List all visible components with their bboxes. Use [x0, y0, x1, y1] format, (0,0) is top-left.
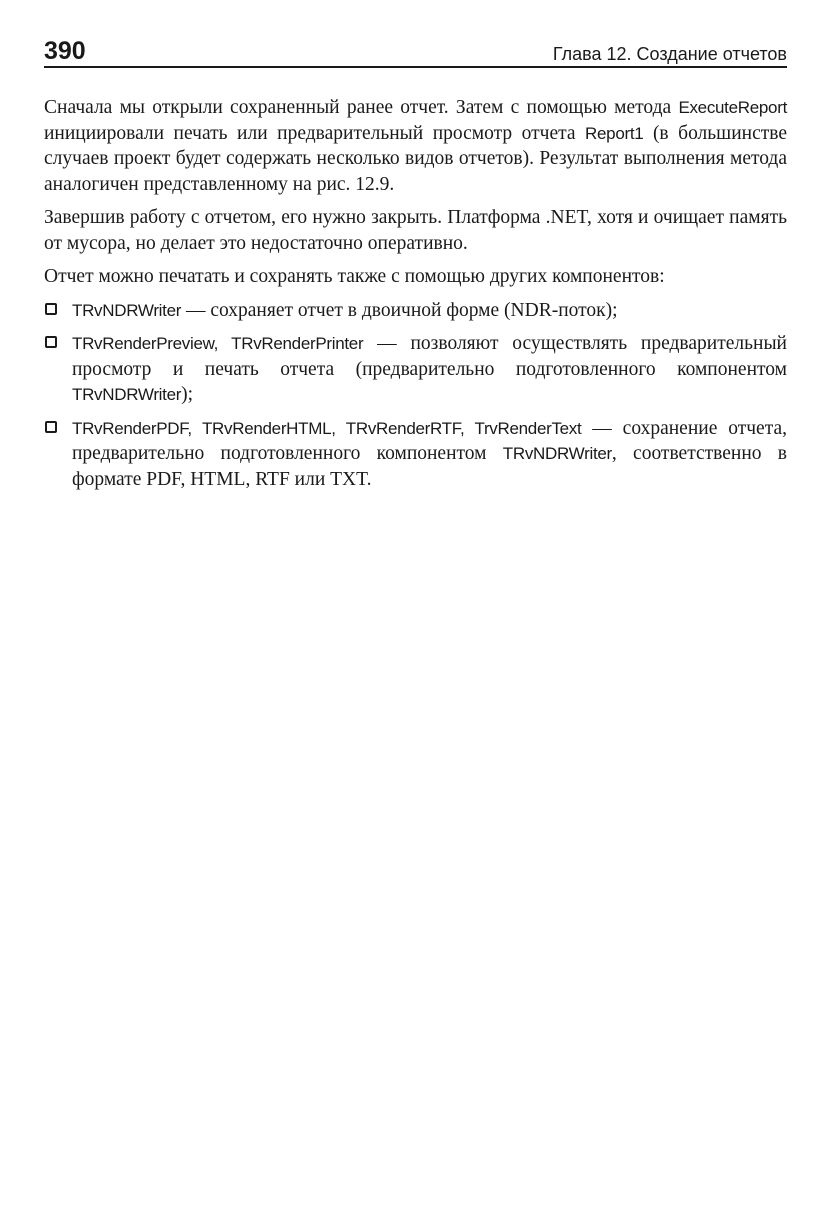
text-run: — сохраняет отчет в двоичной форме (NDR-поток);: [181, 299, 618, 321]
checkbox-bullet-icon: [45, 421, 57, 433]
text-run: Сначала мы открыли сохраненный ранее отчет. Затем с помощью метода: [44, 97, 679, 118]
text-run: , соответственно в формате PDF, HTML, RTF или TXT.: [72, 443, 787, 490]
page-body: [44, 95, 787, 492]
paragraph: Отчет можно печатать и сохранять также с помощью других компонентов:: [44, 266, 665, 287]
text-run: — сохранение отчета, предварительно подготовленного компонентом: [72, 417, 787, 464]
list-item: [44, 298, 787, 324]
checkbox-bullet-icon: [45, 303, 57, 315]
code-term: ExecuteReport: [678, 98, 787, 117]
code-term: TRvRenderPreview, TRvRenderPrinter: [72, 334, 364, 353]
code-term: TRvNDRWriter: [72, 300, 182, 320]
book-page: [44, 36, 787, 500]
chapter-title: Глава 12. Создание отчетов: [552, 44, 787, 64]
text-run: — позволяют осуществлять предварительный просмотр и печать отчета (предварительно подготовленного компонентом: [72, 333, 787, 380]
component-list: [44, 298, 787, 493]
paragraph: Завершив работу с отчетом, его нужно закрыть. Платформа .NET, хотя и очищает память от мусора, но делает это недостаточно оперативно.: [44, 207, 787, 254]
paragraph: [44, 95, 787, 197]
text-run: инициировали печать или предварительный просмотр отчета: [44, 122, 586, 144]
text-run: );: [181, 384, 194, 405]
list-item: [44, 331, 787, 408]
code-term: Report1: [585, 123, 644, 143]
text-run: (в большинстве случаев проект будет содержать несколько видов отчетов). Результат выполнения метода аналогичен представленному на рис. 12.9.: [44, 122, 787, 195]
page-header: [44, 36, 787, 68]
page-number: 390: [44, 37, 86, 65]
code-term: TRvNDRWriter: [502, 444, 612, 463]
checkbox-bullet-icon: [45, 336, 57, 348]
code-term: TRvRenderPDF, TRvRenderHTML, TRvRenderRTF, TrvRenderText: [72, 418, 582, 438]
code-term: TRvNDRWriter: [72, 385, 182, 404]
list-item: [44, 416, 787, 493]
